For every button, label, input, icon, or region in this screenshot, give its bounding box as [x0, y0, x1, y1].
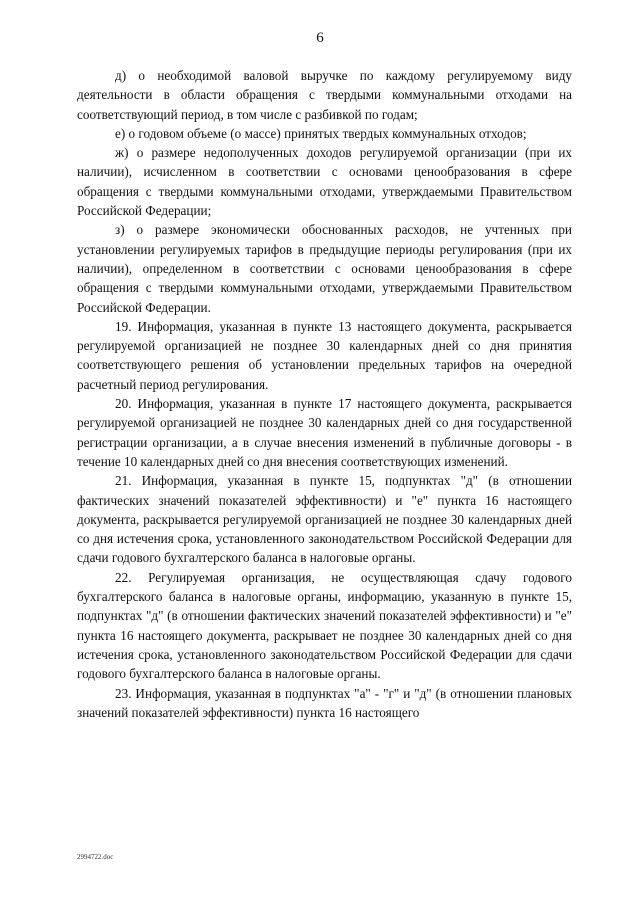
paragraph-21: 21. Информация, указанная в пункте 15, подпунктах "д" (в отношении фактических значений показателей эффективности) и "е" пункта 16 настоящего документа, раскрывается регулируемой организацией не позднее 30 календарных дней со дня истечения срока, установленного законодательством Российской Федерации для сдачи годового бухгалтерского баланса в налоговые органы.: [77, 473, 572, 566]
paragraph-z: з) о размере экономически обоснованных расходов, не учтенных при установлении регулируемых тарифов в предыдущие периоды регулирования (при их наличии), определенном в соответствии с основами ценообразования в сфере обращения с твердыми коммунальными отходами, утверждаемыми Правительством Российской Федерации.: [77, 222, 572, 315]
paragraph-e: е) о годовом объеме (о массе) принятых твердых коммунальных отходов;: [115, 125, 527, 141]
paragraph-23: 23. Информация, указанная в подпунктах "а" - "г" и "д" (в отношении плановых значений показателей эффективности) пункта 16 настоящего: [77, 685, 572, 720]
paragraph-20: 20. Информация, указанная в пункте 17 настоящего документа, раскрывается регулируемой организацией не позднее 30 календарных дней со дня государственной регистрации организации, а в случае внесения изменений в публичные договоры - в течение 10 календарных дней со дня внесения соответствующих изменений.: [77, 396, 572, 469]
paragraph-22: 22. Регулируемая организация, не осуществляющая сдачу годового бухгалтерского баланса в налоговые органы, информацию, указанную в пункте 15, подпунктах "д" (в отношении фактических значений показателей эффективности) и "е" пункта 16 настоящего документа, раскрывает не позднее 30 календарных дней со дня истечения срока, установленного законодательством Российской Федерации для сдачи годового бухгалтерского баланса в налоговые органы.: [77, 569, 572, 682]
page-number: 6: [316, 30, 324, 46]
document-body: [77, 66, 572, 722]
paragraph-d: д) о необходимой валовой выручке по каждому регулируемому виду деятельности в области обращения с твердыми коммунальными отходами на соответствующий период, в том числе с разбивкой по годам;: [77, 68, 572, 122]
document-filename-footer: 2994722.doc: [77, 853, 114, 861]
paragraph-zh: ж) о размере недополученных доходов регулируемой организации (при их наличии), исчисленном в соответствии с основами ценообразования в сфере обращения с твердыми коммунальными отходами, утверждаемыми Правительством Российской Федерации;: [77, 145, 572, 219]
paragraph-19: 19. Информация, указанная в пункте 13 настоящего документа, раскрывается регулируемой организацией не позднее 30 календарных дней со дня принятия соответствующего решения об установлении предельных тарифов на очередной расчетный период регулирования.: [77, 318, 572, 392]
